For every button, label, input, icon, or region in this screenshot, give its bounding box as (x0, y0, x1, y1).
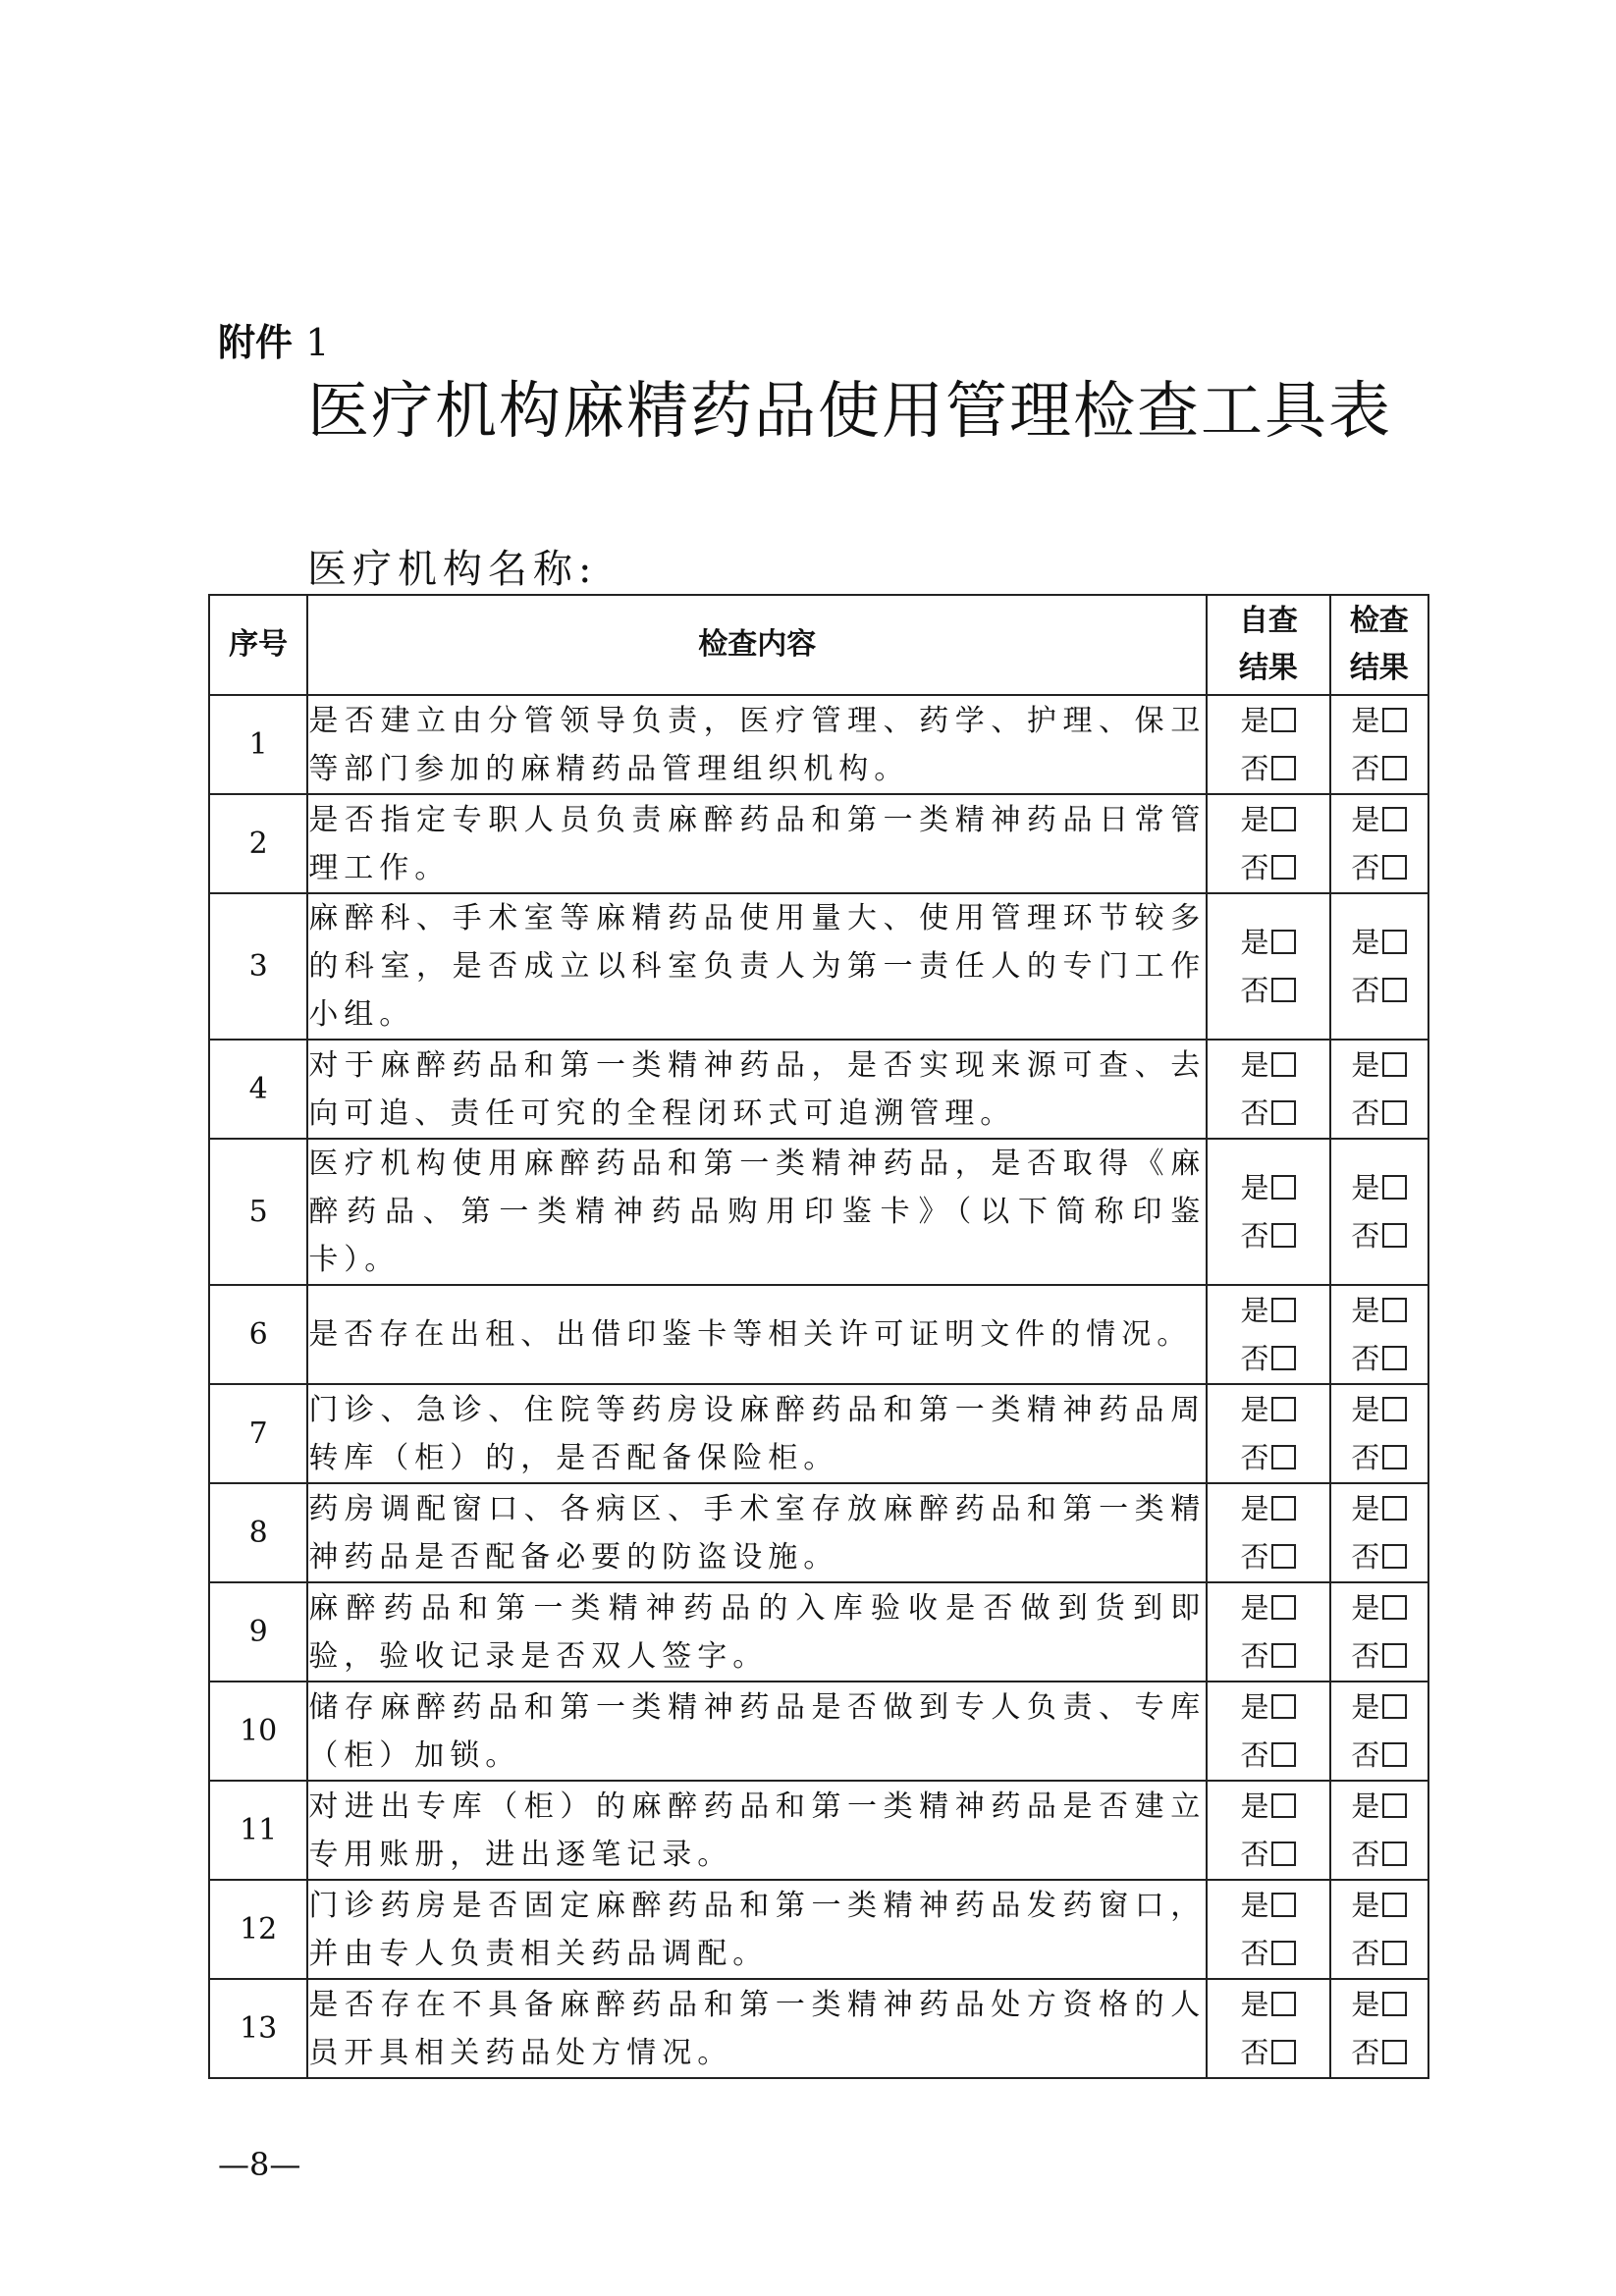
self-check-yes-option[interactable] (1208, 697, 1328, 745)
no-label: 否 (1351, 751, 1380, 785)
yes-label: 是 (1240, 1491, 1269, 1525)
yes-label: 是 (1240, 1789, 1269, 1823)
no-checkbox-icon[interactable] (1271, 1445, 1296, 1469)
no-label: 否 (1351, 1095, 1380, 1130)
yes-label: 是 (1351, 703, 1380, 737)
self-check-yes-option[interactable] (1208, 1981, 1328, 2029)
self-check-no-option[interactable] (1208, 1335, 1328, 1383)
no-checkbox-icon[interactable] (1382, 1445, 1407, 1469)
no-checkbox-icon[interactable] (1382, 978, 1407, 1002)
yes-label: 是 (1351, 1590, 1380, 1625)
yes-label: 是 (1240, 703, 1269, 737)
document-title: 医疗机构麻精药品使用管理检查工具表 (307, 375, 1392, 447)
self-check-cell (1207, 1781, 1329, 1880)
table-row (209, 695, 1428, 794)
inspection-yes-option[interactable] (1331, 1041, 1427, 1090)
no-checkbox-icon[interactable] (1271, 1941, 1296, 1965)
self-check-yes-option[interactable] (1208, 1386, 1328, 1434)
yes-checkbox-icon[interactable] (1382, 1175, 1407, 1200)
header-serial-no: 序号 (209, 595, 307, 695)
yes-checkbox-icon[interactable] (1382, 1793, 1407, 1818)
header-inspection-result (1330, 595, 1428, 695)
inspection-cell (1330, 1582, 1428, 1682)
row-serial-no: 3 (209, 893, 307, 1040)
yes-label: 是 (1240, 802, 1269, 836)
yes-checkbox-icon[interactable] (1271, 1496, 1296, 1521)
self-check-cell (1207, 893, 1329, 1040)
no-checkbox-icon[interactable] (1271, 855, 1296, 880)
inspection-no-option[interactable] (1331, 967, 1427, 1015)
header-insp-line1: 检查 (1349, 604, 1409, 638)
yes-label: 是 (1351, 1047, 1380, 1082)
no-label: 否 (1240, 1440, 1269, 1474)
self-check-yes-option[interactable] (1208, 1683, 1328, 1732)
table-row (209, 794, 1428, 893)
inspection-cell (1330, 1139, 1428, 1285)
self-check-cell (1207, 1285, 1329, 1384)
header-check-content: 检查内容 (307, 595, 1207, 695)
inspection-cell (1330, 1285, 1428, 1384)
no-checkbox-icon[interactable] (1271, 1100, 1296, 1125)
self-check-yes-option[interactable] (1208, 1041, 1328, 1090)
yes-label: 是 (1351, 1392, 1380, 1426)
row-check-content: 门诊、急诊、住院等药房设麻醉药品和第一类精神药品周转库（柜）的，是否配备保险柜。 (307, 1384, 1207, 1483)
inspection-yes-option[interactable] (1331, 1683, 1427, 1732)
self-check-yes-option[interactable] (1208, 1164, 1328, 1212)
no-label: 否 (1351, 1737, 1380, 1772)
table-row (209, 1285, 1428, 1384)
inspection-cell (1330, 794, 1428, 893)
table-row (209, 1781, 1428, 1880)
no-checkbox-icon[interactable] (1382, 2040, 1407, 2064)
no-label: 否 (1240, 1218, 1269, 1253)
row-serial-no: 8 (209, 1483, 307, 1582)
row-serial-no: 5 (209, 1139, 307, 1285)
no-checkbox-icon[interactable] (1271, 1842, 1296, 1866)
self-check-cell (1207, 794, 1329, 893)
row-check-content: 对进出专库（柜）的麻醉药品和第一类精神药品是否建立专用账册，进出逐笔记录。 (307, 1781, 1207, 1880)
self-check-cell (1207, 1483, 1329, 1582)
row-serial-no: 1 (209, 695, 307, 794)
table-row (209, 1582, 1428, 1682)
self-check-cell (1207, 1880, 1329, 1979)
self-check-no-option[interactable] (1208, 1732, 1328, 1780)
no-label: 否 (1240, 1095, 1269, 1130)
yes-checkbox-icon[interactable] (1271, 1397, 1296, 1421)
inspection-no-option[interactable] (1331, 745, 1427, 793)
no-label: 否 (1240, 1737, 1269, 1772)
inspection-no-option[interactable] (1331, 1335, 1427, 1383)
yes-checkbox-icon[interactable] (1382, 708, 1407, 732)
row-check-content: 药房调配窗口、各病区、手术室存放麻醉药品和第一类精神药品是否配备必要的防盗设施。 (307, 1483, 1207, 1582)
no-label: 否 (1240, 1341, 1269, 1375)
yes-checkbox-icon[interactable] (1382, 1694, 1407, 1719)
inspection-cell (1330, 1384, 1428, 1483)
row-serial-no: 2 (209, 794, 307, 893)
inspection-cell (1330, 695, 1428, 794)
yes-label: 是 (1351, 1293, 1380, 1327)
yes-checkbox-icon[interactable] (1271, 1052, 1296, 1077)
yes-label: 是 (1351, 925, 1380, 959)
self-check-cell (1207, 1682, 1329, 1781)
inspection-yes-option[interactable] (1331, 1981, 1427, 2029)
inspection-no-option[interactable] (1331, 1831, 1427, 1879)
no-label: 否 (1351, 1539, 1380, 1574)
yes-checkbox-icon[interactable] (1271, 1298, 1296, 1322)
yes-checkbox-icon[interactable] (1271, 708, 1296, 732)
no-label: 否 (1240, 1638, 1269, 1673)
yes-checkbox-icon[interactable] (1382, 1496, 1407, 1521)
yes-checkbox-icon[interactable] (1271, 1175, 1296, 1200)
no-label: 否 (1351, 850, 1380, 884)
self-check-no-option[interactable] (1208, 844, 1328, 892)
self-check-yes-option[interactable] (1208, 1783, 1328, 1831)
no-label: 否 (1240, 1539, 1269, 1574)
no-label: 否 (1351, 1837, 1380, 1871)
no-checkbox-icon[interactable] (1271, 1346, 1296, 1370)
yes-checkbox-icon[interactable] (1271, 1694, 1296, 1719)
self-check-no-option[interactable] (1208, 1533, 1328, 1581)
attachment-label (218, 312, 329, 366)
row-check-content: 对于麻醉药品和第一类精神药品，是否实现来源可查、去向可追、责任可究的全程闭环式可追溯管理。 (307, 1040, 1207, 1139)
no-label: 否 (1240, 973, 1269, 1007)
inspection-cell (1330, 1682, 1428, 1781)
yes-label: 是 (1240, 925, 1269, 959)
no-label: 否 (1240, 850, 1269, 884)
self-check-no-option[interactable] (1208, 1090, 1328, 1138)
self-check-no-option[interactable] (1208, 1831, 1328, 1879)
yes-checkbox-icon[interactable] (1271, 1992, 1296, 2016)
row-check-content: 门诊药房是否固定麻醉药品和第一类精神药品发药窗口，并由专人负责相关药品调配。 (307, 1880, 1207, 1979)
no-label: 否 (1351, 1440, 1380, 1474)
no-label: 否 (1240, 2035, 1269, 2069)
inspection-yes-option[interactable] (1331, 1584, 1427, 1632)
inspection-yes-option[interactable] (1331, 1783, 1427, 1831)
row-serial-no: 12 (209, 1880, 307, 1979)
self-check-no-option[interactable] (1208, 1212, 1328, 1260)
inspection-cell (1330, 893, 1428, 1040)
row-check-content: 是否建立由分管领导负责，医疗管理、药学、护理、保卫等部门参加的麻精药品管理组织机构。 (307, 695, 1207, 794)
yes-checkbox-icon[interactable] (1271, 1893, 1296, 1917)
self-check-cell (1207, 1040, 1329, 1139)
yes-label: 是 (1240, 1689, 1269, 1724)
no-checkbox-icon[interactable] (1382, 1643, 1407, 1668)
attachment-text: 附件 (218, 321, 294, 364)
no-label: 否 (1351, 1936, 1380, 1970)
inspection-no-option[interactable] (1331, 1632, 1427, 1681)
self-check-cell (1207, 695, 1329, 794)
yes-label: 是 (1240, 1392, 1269, 1426)
inspection-cell (1330, 1483, 1428, 1582)
attachment-number: 1 (305, 321, 330, 364)
no-checkbox-icon[interactable] (1382, 1100, 1407, 1125)
self-check-no-option[interactable] (1208, 1632, 1328, 1681)
header-insp-line2: 结果 (1349, 651, 1409, 685)
yes-label: 是 (1240, 1590, 1269, 1625)
inspection-cell (1330, 1880, 1428, 1979)
self-check-yes-option[interactable] (1208, 1882, 1328, 1930)
inspection-yes-option[interactable] (1331, 697, 1427, 745)
yes-checkbox-icon[interactable] (1271, 1793, 1296, 1818)
yes-label: 是 (1351, 1491, 1380, 1525)
row-check-content: 麻醉药品和第一类精神药品的入库验收是否做到货到即验，验收记录是否双人签字。 (307, 1582, 1207, 1682)
no-checkbox-icon[interactable] (1271, 756, 1296, 780)
self-check-no-option[interactable] (1208, 967, 1328, 1015)
table-row (209, 1880, 1428, 1979)
yes-label: 是 (1240, 1170, 1269, 1204)
no-label: 否 (1351, 973, 1380, 1007)
table-row (209, 1483, 1428, 1582)
table-row (209, 1682, 1428, 1781)
inspection-yes-option[interactable] (1331, 1386, 1427, 1434)
yes-label: 是 (1240, 1293, 1269, 1327)
inspection-cell (1330, 1979, 1428, 2078)
table-row (209, 1040, 1428, 1139)
yes-checkbox-icon[interactable] (1382, 930, 1407, 954)
inspection-cell (1330, 1781, 1428, 1880)
self-check-yes-option[interactable] (1208, 796, 1328, 844)
inspection-no-option[interactable] (1331, 1090, 1427, 1138)
inspection-no-option[interactable] (1331, 1533, 1427, 1581)
self-check-cell (1207, 1582, 1329, 1682)
no-checkbox-icon[interactable] (1271, 1223, 1296, 1248)
no-checkbox-icon[interactable] (1271, 2040, 1296, 2064)
no-label: 否 (1351, 1341, 1380, 1375)
yes-label: 是 (1240, 1047, 1269, 1082)
inspection-yes-option[interactable] (1331, 1882, 1427, 1930)
row-serial-no: 11 (209, 1781, 307, 1880)
row-check-content: 是否存在出租、出借印鉴卡等相关许可证明文件的情况。 (307, 1285, 1207, 1384)
yes-checkbox-icon[interactable] (1271, 807, 1296, 831)
checklist-table (208, 594, 1429, 2079)
no-checkbox-icon[interactable] (1382, 1544, 1407, 1569)
self-check-yes-option[interactable] (1208, 1287, 1328, 1335)
inspection-no-option[interactable] (1331, 1930, 1427, 1978)
row-check-content: 是否指定专职人员负责麻醉药品和第一类精神药品日常管理工作。 (307, 794, 1207, 893)
yes-checkbox-icon[interactable] (1382, 1397, 1407, 1421)
inspection-yes-option[interactable] (1331, 1485, 1427, 1533)
yes-label: 是 (1351, 1789, 1380, 1823)
header-self-line1: 自查 (1238, 604, 1298, 638)
table-row (209, 893, 1428, 1040)
yes-label: 是 (1240, 1888, 1269, 1922)
self-check-no-option[interactable] (1208, 1930, 1328, 1978)
self-check-yes-option[interactable] (1208, 1584, 1328, 1632)
yes-checkbox-icon[interactable] (1382, 1992, 1407, 2016)
inspection-yes-option[interactable] (1331, 919, 1427, 967)
no-checkbox-icon[interactable] (1382, 756, 1407, 780)
page-number: —8— (218, 2146, 301, 2183)
row-check-content: 医疗机构使用麻醉药品和第一类精神药品，是否取得《麻醉药品、第一类精神药品购用印鉴卡》（以下简称印鉴卡）。 (307, 1139, 1207, 1285)
yes-checkbox-icon[interactable] (1271, 1595, 1296, 1620)
no-checkbox-icon[interactable] (1271, 1544, 1296, 1569)
yes-label: 是 (1351, 1888, 1380, 1922)
row-serial-no: 9 (209, 1582, 307, 1682)
no-checkbox-icon[interactable] (1271, 978, 1296, 1002)
yes-checkbox-icon[interactable] (1382, 1298, 1407, 1322)
header-self-check-result (1207, 595, 1329, 695)
row-serial-no: 10 (209, 1682, 307, 1781)
yes-checkbox-icon[interactable] (1382, 1052, 1407, 1077)
inspection-no-option[interactable] (1331, 1212, 1427, 1260)
yes-label: 是 (1240, 1987, 1269, 2021)
inspection-no-option[interactable] (1331, 1434, 1427, 1482)
org-name-label: 医疗机构名称: (307, 547, 598, 592)
inspection-no-option[interactable] (1331, 1732, 1427, 1780)
self-check-cell (1207, 1139, 1329, 1285)
inspection-no-option[interactable] (1331, 2029, 1427, 2077)
inspection-yes-option[interactable] (1331, 1164, 1427, 1212)
table-row (209, 1979, 1428, 2078)
no-checkbox-icon[interactable] (1382, 1941, 1407, 1965)
no-checkbox-icon[interactable] (1382, 1842, 1407, 1866)
inspection-yes-option[interactable] (1331, 1287, 1427, 1335)
row-serial-no: 7 (209, 1384, 307, 1483)
table-row (209, 1139, 1428, 1285)
yes-checkbox-icon[interactable] (1382, 807, 1407, 831)
no-checkbox-icon[interactable] (1382, 1223, 1407, 1248)
self-check-no-option[interactable] (1208, 745, 1328, 793)
self-check-cell (1207, 1979, 1329, 2078)
row-serial-no: 13 (209, 1979, 307, 2078)
yes-checkbox-icon[interactable] (1271, 930, 1296, 954)
yes-checkbox-icon[interactable] (1382, 1893, 1407, 1917)
no-label: 否 (1240, 1837, 1269, 1871)
self-check-yes-option[interactable] (1208, 919, 1328, 967)
no-checkbox-icon[interactable] (1382, 1742, 1407, 1767)
row-check-content: 是否存在不具备麻醉药品和第一类精神药品处方资格的人员开具相关药品处方情况。 (307, 1979, 1207, 2078)
no-label: 否 (1351, 1218, 1380, 1253)
self-check-yes-option[interactable] (1208, 1485, 1328, 1533)
yes-label: 是 (1351, 1689, 1380, 1724)
no-label: 否 (1240, 751, 1269, 785)
header-self-line2: 结果 (1238, 651, 1298, 685)
no-checkbox-icon[interactable] (1382, 1346, 1407, 1370)
self-check-cell (1207, 1384, 1329, 1483)
row-check-content: 储存麻醉药品和第一类精神药品是否做到专人负责、专库（柜）加锁。 (307, 1682, 1207, 1781)
no-checkbox-icon[interactable] (1271, 1643, 1296, 1668)
no-label: 否 (1351, 2035, 1380, 2069)
row-serial-no: 4 (209, 1040, 307, 1139)
self-check-no-option[interactable] (1208, 2029, 1328, 2077)
no-label: 否 (1240, 1936, 1269, 1970)
row-serial-no: 6 (209, 1285, 307, 1384)
yes-label: 是 (1351, 1987, 1380, 2021)
yes-label: 是 (1351, 802, 1380, 836)
inspection-cell (1330, 1040, 1428, 1139)
no-checkbox-icon[interactable] (1382, 855, 1407, 880)
self-check-no-option[interactable] (1208, 1434, 1328, 1482)
no-label: 否 (1351, 1638, 1380, 1673)
inspection-yes-option[interactable] (1331, 796, 1427, 844)
no-checkbox-icon[interactable] (1271, 1742, 1296, 1767)
table-header-row (209, 595, 1428, 695)
inspection-no-option[interactable] (1331, 844, 1427, 892)
yes-label: 是 (1351, 1170, 1380, 1204)
yes-checkbox-icon[interactable] (1382, 1595, 1407, 1620)
table-row (209, 1384, 1428, 1483)
row-check-content: 麻醉科、手术室等麻精药品使用量大、使用管理环节较多的科室，是否成立以科室负责人为第一责任人的专门工作小组。 (307, 893, 1207, 1040)
